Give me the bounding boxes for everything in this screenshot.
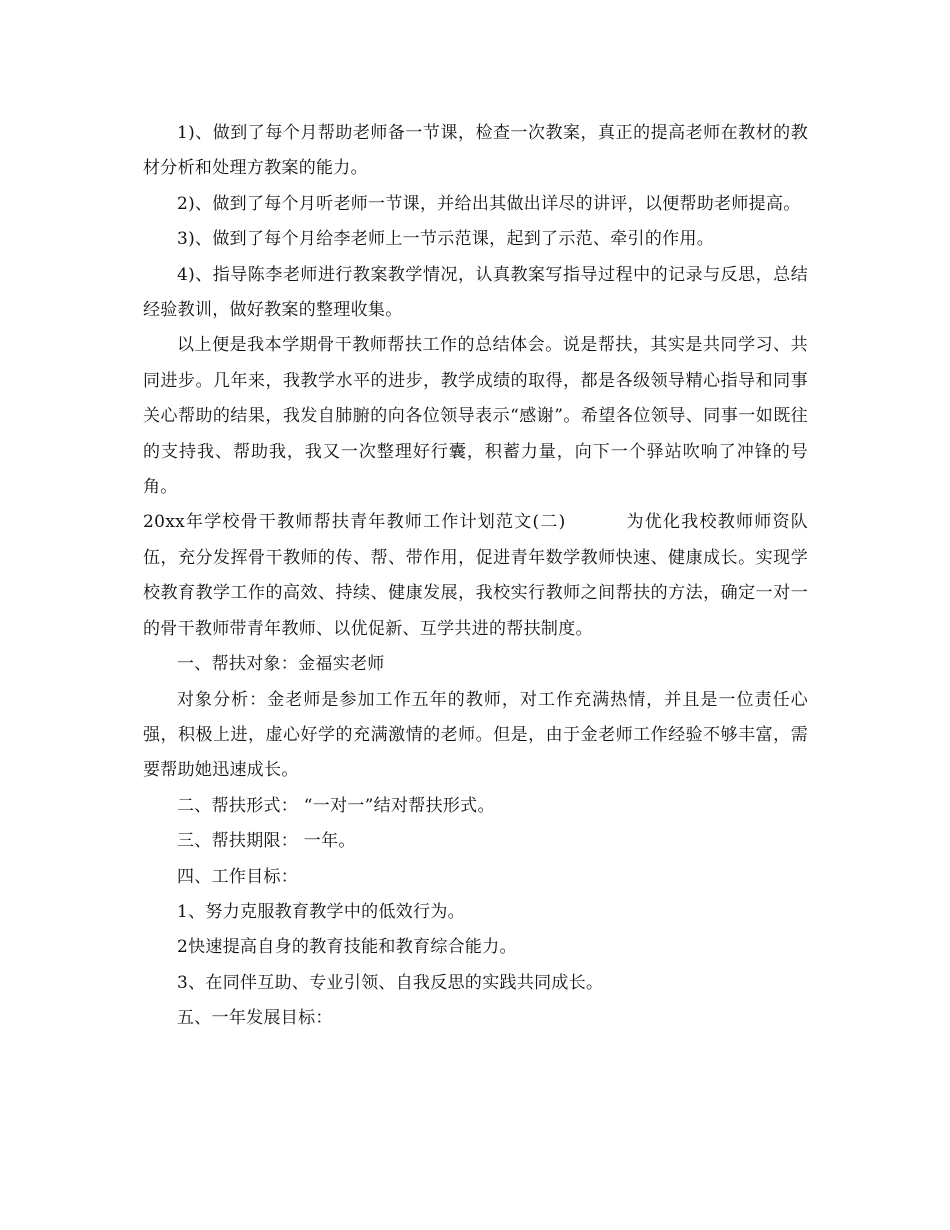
paragraph: 2快速提高自身的教育技能和教育综合能力。 <box>177 937 517 958</box>
paragraph: 2)、做到了每个月听老师一节课，并给出其做出详尽的讲评，以便帮助老师提高。 <box>177 193 801 214</box>
paragraph: 四、工作目标： <box>177 866 299 887</box>
paragraph: 4)、指导陈李老师进行教案教学情况，认真教案写指导过程中的记录与反思，总结经验教训，做好教案的整理收集。 <box>143 264 808 321</box>
section-intro: 为优化我校教师师资队伍，充分发挥骨干教师的传、帮、带作用，促进青年数学教师快速、健康成长。实现学校教育教学工作的高效、持续、健康发展，我校实行教师之间帮扶的方法，确定一对一的骨干教师带青年教师、以优促新、互学共进的帮扶制度。 <box>143 512 809 639</box>
section-title: 20xx年学校骨干教师帮扶青年教师工作计划范文(二) <box>143 512 566 533</box>
paragraph: 3)、做到了每个月给李老师上一节示范课，起到了示范、牵引的作用。 <box>177 229 715 250</box>
document-body <box>143 116 808 1037</box>
section-paragraph <box>143 505 808 647</box>
paragraph: 对象分析：金老师是参加工作五年的教师，对工作充满热情，并且是一位责任心强，积极上进，虚心好学的充满激情的老师。但是，由于金老师工作经验不够丰富，需要帮助她迅速成长。 <box>143 689 808 781</box>
paragraph: 1、努力克服教育教学中的低效行为。 <box>177 901 465 922</box>
paragraph: 一、帮扶对象：金福实老师 <box>177 654 385 675</box>
paragraph: 五、一年发展目标： <box>177 1008 333 1029</box>
paragraph: 以上便是我本学期骨干教师帮扶工作的总结体会。说是帮扶，其实是共同学习、共同进步。几年来，我教学水平的进步，教学成绩的取得，都是各级领导精心指导和同事关心帮助的结果，我发自肺腑的向各位领导表示“感谢”。希望各位领导、同事一如既往的支持我、帮助我，我又一次整理好行囊，积蓄力量，向下一个驿站吹响了冲锋的号角。 <box>143 335 808 498</box>
paragraph: 3、在同伴互助、专业引领、自我反思的实践共同成长。 <box>177 972 604 993</box>
paragraph: 二、帮扶形式： “一对一”结对帮扶形式。 <box>177 795 495 816</box>
paragraph: 1)、做到了每个月帮助老师备一节课，检查一次教案，真正的提高老师在教材的教材分析和处理方教案的能力。 <box>143 123 808 179</box>
paragraph: 三、帮扶期限： 一年。 <box>177 831 356 852</box>
